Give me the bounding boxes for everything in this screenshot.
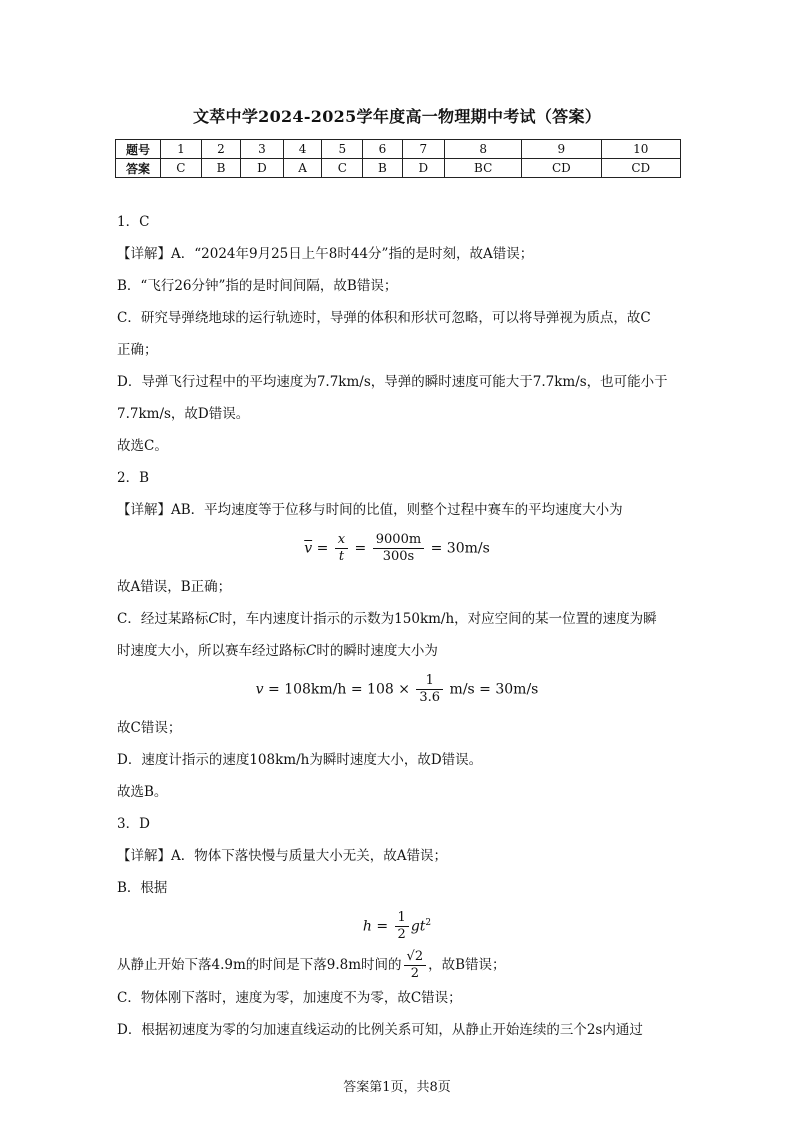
explanation-line: C．研究导弹绕地球的运行轨迹时，导弹的体积和形状可忽略，可以将导弹视为质点，故C — [117, 310, 651, 326]
question-number: 6 — [363, 140, 402, 159]
explanation-line: 故A错误，B正确； — [117, 579, 232, 595]
question-number: 4 — [283, 140, 322, 159]
fraction: $\frac{√2}{2}$ — [404, 949, 427, 982]
instantaneous-velocity-formula: v = 108km/h = 108 × $\frac{1}{3.6}$ m/s = 30m/s — [255, 673, 539, 705]
explanation-line: D．导弹飞行过程中的平均速度为7.7km/s，导弹的瞬时速度可能大于7.7km/s，也可能小于 — [117, 374, 668, 390]
answer-cell: BC — [445, 159, 522, 178]
question-number: 7 — [402, 140, 445, 159]
question-number: 8 — [445, 140, 522, 159]
question-header: 1．C — [117, 214, 150, 230]
answer-explanations — [117, 206, 677, 1046]
fraction: $\frac{9000m}{300s}$ — [373, 532, 424, 565]
answer-cell: B — [201, 159, 240, 178]
explanation-line: D．根据初速度为零的匀加速直线运动的比例关系可知，从静止开始连续的三个2s内通过 — [117, 1022, 643, 1038]
page-footer: 答案第1页，共8页 — [343, 1080, 451, 1095]
explanation-line: 故选B。 — [117, 784, 168, 800]
answer-cell: C — [322, 159, 363, 178]
explanation-line: B．根据 — [117, 880, 168, 896]
table-row-label: 题号 — [116, 140, 161, 159]
question-number: 2 — [201, 140, 240, 159]
free-fall-formula: h = $\frac{1}{2}$ $gt^2$ — [362, 910, 432, 942]
explanation-line: 时速度大小，所以赛车经过路标C时的瞬时速度大小为 — [117, 643, 438, 659]
explanation-line: 故C错误； — [117, 720, 182, 736]
explanation-line: 从静止开始下落4.9m的时间是下落9.8m时间的 $\frac{√2}{2}$ ，故B错误； — [117, 949, 506, 981]
answer-cell: CD — [522, 159, 601, 178]
answer-cell: CD — [601, 159, 680, 178]
answer-cell: A — [283, 159, 322, 178]
answer-cell: B — [363, 159, 402, 178]
table-row — [116, 140, 681, 159]
explanation-line: 正确； — [117, 342, 158, 358]
fraction: $\frac{1}{2}$ — [395, 910, 409, 943]
explanation-line: 7.7km/s，故D错误。 — [117, 406, 250, 422]
answer-cell: D — [241, 159, 284, 178]
explanation-line: 【详解】A．物体下落快慢与质量大小无关，故A错误； — [117, 848, 447, 864]
table-row — [116, 159, 681, 178]
explanation-line: C．物体刚下落时，速度为零，加速度不为零，故C错误； — [117, 990, 462, 1006]
explanation-line: B．“飞行26分钟”指的是时间间隔，故B错误； — [117, 278, 398, 294]
question-header: 3．D — [117, 816, 150, 832]
question-number: 10 — [601, 140, 680, 159]
average-velocity-formula: $\overline{v}$ = $\frac{x}{t}$ = $\frac{9000m}{300s}$ = 30m/s — [304, 532, 490, 564]
explanation-line: 【详解】AB．平均速度等于位移与时间的比值，则整个过程中赛车的平均速度大小为 — [117, 502, 623, 518]
answer-table — [115, 139, 681, 178]
question-number: 1 — [161, 140, 202, 159]
answer-cell: C — [161, 159, 202, 178]
question-header: 2．B — [117, 470, 150, 486]
explanation-line: 故选C。 — [117, 438, 168, 454]
explanation-line: D．速度计指示的速度108km/h为瞬时速度大小，故D错误。 — [117, 752, 483, 768]
question-number: 3 — [241, 140, 284, 159]
explanation-line: C．经过某路标C时，车内速度计指示的示数为150km/h，对应空间的某一位置的速度为瞬 — [117, 611, 657, 627]
question-number: 5 — [322, 140, 363, 159]
fraction: $\frac{1}{3.6}$ — [416, 673, 443, 706]
page-title: 文萃中学2024-2025学年度高一物理期中考试（答案） — [192, 107, 602, 126]
fraction: $\frac{x}{t}$ — [335, 532, 348, 565]
table-row-label: 答案 — [116, 159, 161, 178]
answer-cell: D — [402, 159, 445, 178]
explanation-line: 【详解】A．“2024年9月25日上午8时44分”指的是时刻，故A错误； — [117, 246, 534, 262]
question-number: 9 — [522, 140, 601, 159]
